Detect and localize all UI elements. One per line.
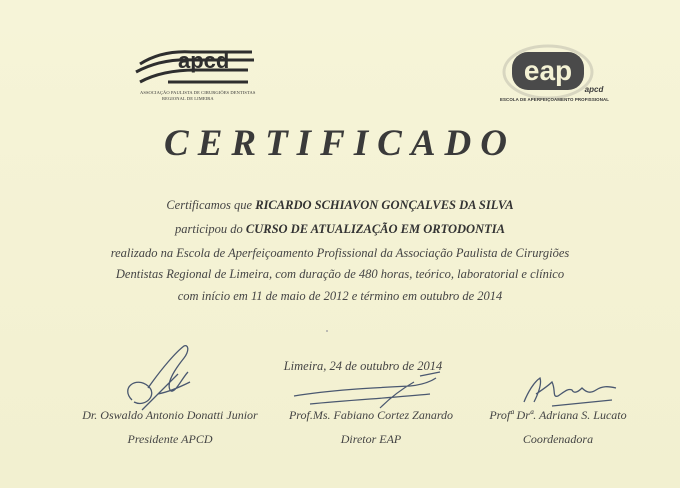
line2-prefix: participou do: [175, 222, 243, 236]
certificate-line-2: [0, 222, 680, 237]
place-date: Limeira, 24 de outubro de 2014: [283, 359, 443, 373]
certificate-title: CERTIFICADO: [164, 123, 516, 164]
apcd-logo-text: apcd: [178, 48, 230, 73]
recipient-name: RICARDO SCHIAVON GONÇALVES DA SILVA: [255, 198, 514, 212]
signature-coordinator: [524, 378, 616, 406]
signatory-2-name: Prof.Ms. Fabiano Cortez Zanardo: [288, 408, 454, 422]
apcd-caption-line2: REGIONAL DE LIMEIRA: [162, 96, 214, 101]
apcd-caption: [140, 90, 260, 102]
certificate-line-1: [0, 198, 680, 213]
decorative-dot: [326, 330, 328, 332]
certificate-line-3: realizado na Escola de Aperfeiçoamento Profissional da Associação Paulista de Cirurgiões: [110, 246, 570, 260]
course-name: CURSO DE ATUALIZAÇÃO EM ORTODONTIA: [245, 222, 505, 236]
eap-logo: [498, 42, 608, 102]
signatory-1-title: Presidente APCD: [127, 432, 213, 446]
signature-president: [118, 338, 208, 418]
signatory-3-name: Profª Drª. Adriana S. Lucato: [489, 408, 627, 422]
eap-logo-text: eap: [523, 55, 573, 86]
eap-logo-sub: apcd: [584, 85, 604, 94]
signatory-3-title: Coordenadora: [522, 432, 594, 446]
eap-caption: ESCOLA DE APERFEIÇOAMENTO PROFISSIONAL: [500, 97, 610, 102]
certificate-line-4: Dentistas Regional de Limeira, com duração de 480 horas, teórico, laboratorial e clínico: [115, 267, 565, 281]
signatory-2-title: Diretor EAP: [340, 432, 402, 446]
apcd-caption-line1: ASSOCIAÇÃO PAULISTA DE CIRURGIÕES DENTISTAS: [140, 90, 256, 95]
signatory-1-name: Dr. Oswaldo Antonio Donatti Junior: [82, 408, 258, 422]
line1-prefix: Certificamos que: [166, 198, 253, 212]
certificate-line-5: com início em 11 de maio de 2012 e término em outubro de 2014: [177, 289, 503, 303]
